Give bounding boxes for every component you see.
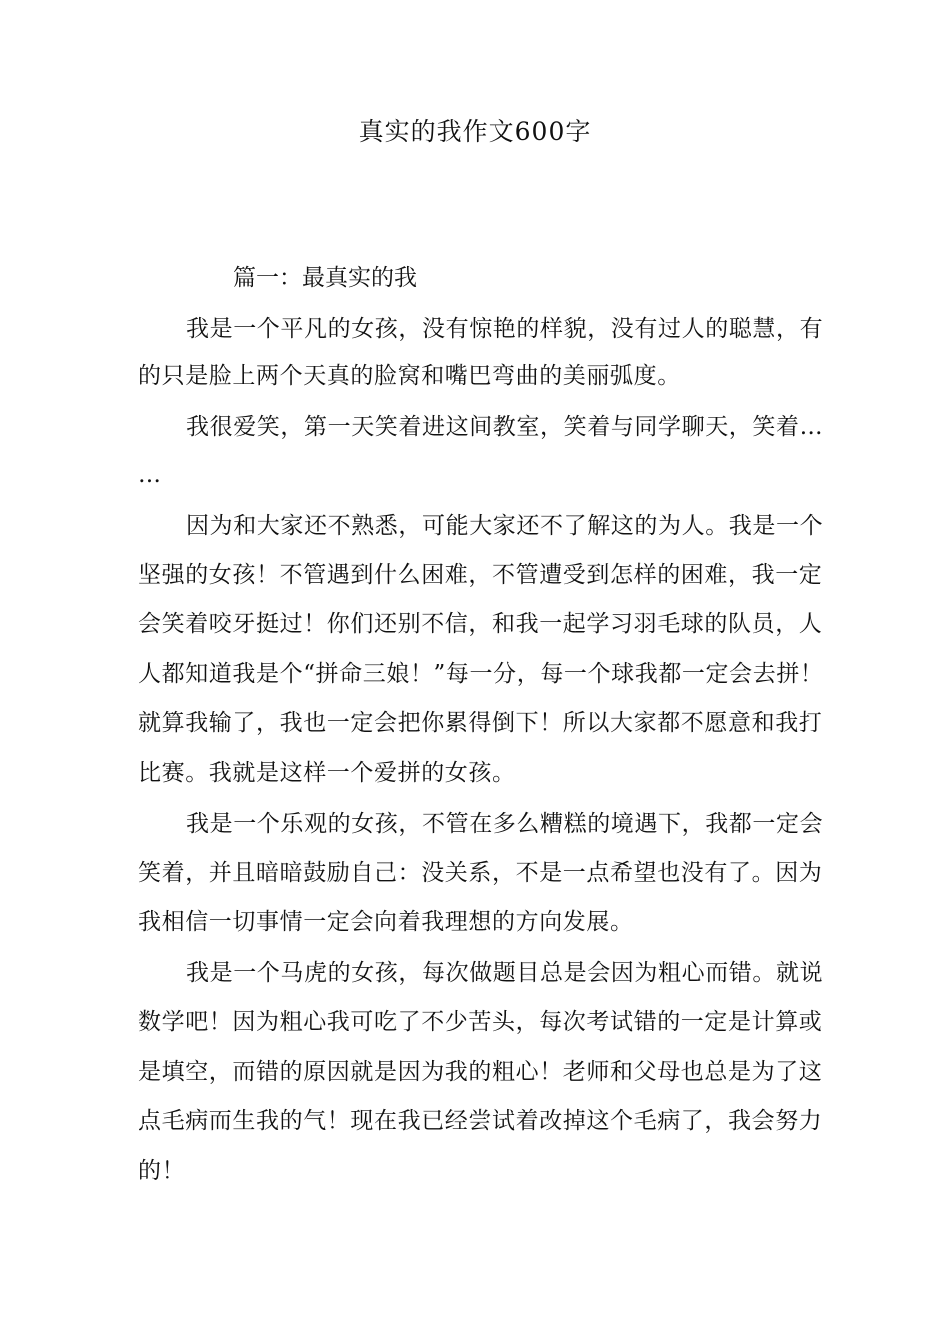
paragraph-line: 会笑着咬牙挺过！你们还别不信，和我一起学习羽毛球的队员，人 [138, 611, 823, 637]
paragraph-line: 比赛。我就是这样一个爱拼的女孩。 [138, 760, 516, 786]
document-title: 真实的我作文600字 [358, 117, 592, 146]
paragraph-line: 坚强的女孩！不管遇到什么困难，不管遭受到怎样的困难，我一定 [138, 562, 823, 588]
paragraph-line: 我是一个平凡的女孩，没有惊艳的样貌，没有过人的聪慧，有 [186, 316, 824, 342]
paragraph-line: 我是一个马虎的女孩，每次做题目总是会因为粗心而错。就说 [186, 960, 824, 986]
paragraph-line: 的！ [138, 1158, 186, 1184]
paragraph-line: 数学吧！因为粗心我可吃了不少苦头，每次考试错的一定是计算或 [138, 1009, 823, 1035]
paragraph-line: 人都知道我是个“拼命三娘！”每一分，每一个球我都一定会去拼！ [138, 661, 824, 687]
paragraph-line: … [138, 462, 162, 488]
paragraph-line: 是填空，而错的原因就是因为我的粗心！老师和父母也总是为了这 [138, 1059, 823, 1085]
paragraph-line: 的只是脸上两个天真的脸窝和嘴巴弯曲的美丽弧度。 [138, 363, 681, 389]
paragraph-line: 我是一个乐观的女孩，不管在多么糟糕的境遇下，我都一定会 [186, 811, 824, 837]
paragraph-line: 因为和大家还不熟悉，可能大家还不了解这的为人。我是一个 [186, 513, 824, 539]
paragraph-line: 点毛病而生我的气！现在我已经尝试着改掉这个毛病了，我会努力 [138, 1108, 823, 1134]
paragraph-line: 就算我输了，我也一定会把你累得倒下！所以大家都不愿意和我打 [138, 710, 823, 736]
paragraph-line: 我相信一切事情一定会向着我理想的方向发展。 [138, 909, 634, 935]
section-heading: 篇一：最真实的我 [233, 265, 417, 291]
paragraph-line: 我很爱笑，第一天笑着进这间教室，笑着与同学聊天，笑着… [186, 414, 824, 440]
paragraph-line: 笑着，并且暗暗鼓励自己：没关系，不是一点希望也没有了。因为 [138, 860, 823, 886]
